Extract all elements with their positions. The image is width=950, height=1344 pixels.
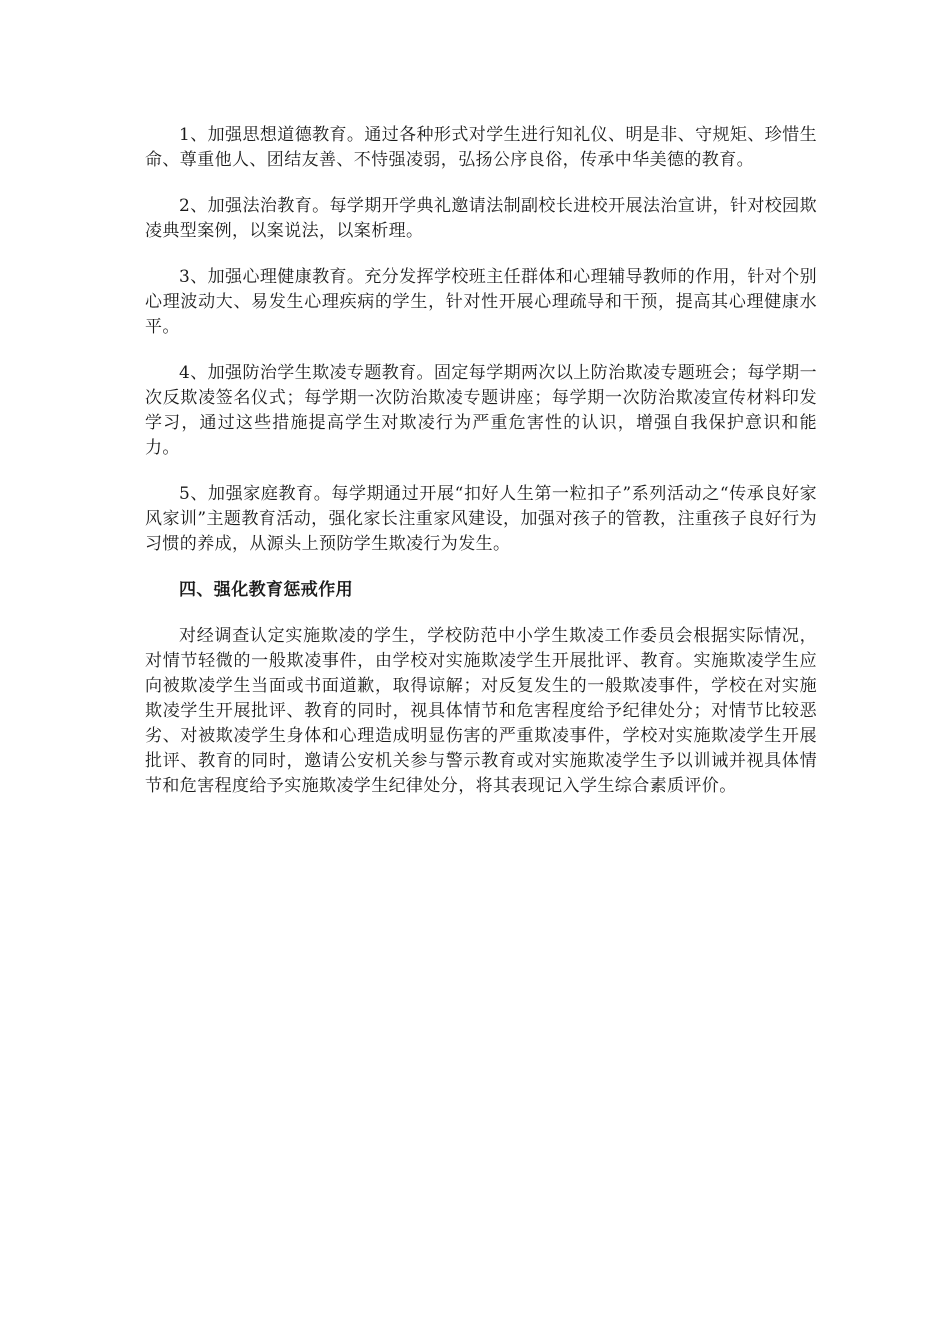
- list-item-mental-health-education: 3、加强心理健康教育。充分发挥学校班主任群体和心理辅导教师的作用，针对个别心理波动大、易发生心理疾病的学生，针对性开展心理疏导和干预，提高其心理健康水平。: [145, 267, 817, 337]
- list-item-family-education: 5、加强家庭教育。每学期通过开展“扣好人生第一粒扣子”系列活动之“传承良好家风家训”主题教育活动，强化家长注重家风建设，加强对孩子的管教，注重孩子良好行为习惯的养成，从源头上预防学生欺凌行为发生。: [145, 484, 817, 554]
- list-item-legal-education: 2、加强法治教育。每学期开学典礼邀请法制副校长进校开展法治宣讲，针对校园欺凌典型案例，以案说法，以案析理。: [145, 196, 817, 241]
- section-body-paragraph: 对经调查认定实施欺凌的学生，学校防范中小学生欺凌工作委员会根据实际情况，对情节轻微的一般欺凌事件，由学校对实施欺凌学生开展批评、教育。实施欺凌学生应向被欺凌学生当面或书面道歉，取得谅解；对反复发生的一般欺凌事件，学校在对实施欺凌学生开展批评、教育的同时，视具体情节和危害程度给予纪律处分；对情节比较恶劣、对被欺凌学生身体和心理造成明显伤害的严重欺凌事件，学校对实施欺凌学生开展批评、教育的同时，邀请公安机关参与警示教育或对实施欺凌学生予以训诫并视具体情节和危害程度给予实施欺凌学生纪律处分，将其表现记入学生综合素质评价。: [145, 626, 817, 796]
- list-item-anti-bullying-education: 4、加强防治学生欺凌专题教育。固定每学期两次以上防治欺凌专题班会；每学期一次反欺凌签名仪式；每学期一次防治欺凌专题讲座；每学期一次防治欺凌宣传材料印发学习，通过这些措施提高学生对欺凌行为严重危害性的认识，增强自我保护意识和能力。: [145, 363, 817, 458]
- section-heading: 四、强化教育惩戒作用: [179, 580, 353, 600]
- list-item-moral-education: 1、加强思想道德教育。通过各种形式对学生进行知礼仪、明是非、守规矩、珍惜生命、尊重他人、团结友善、不恃强凌弱，弘扬公序良俗，传承中华美德的教育。: [145, 125, 817, 170]
- document-body: [145, 123, 817, 820]
